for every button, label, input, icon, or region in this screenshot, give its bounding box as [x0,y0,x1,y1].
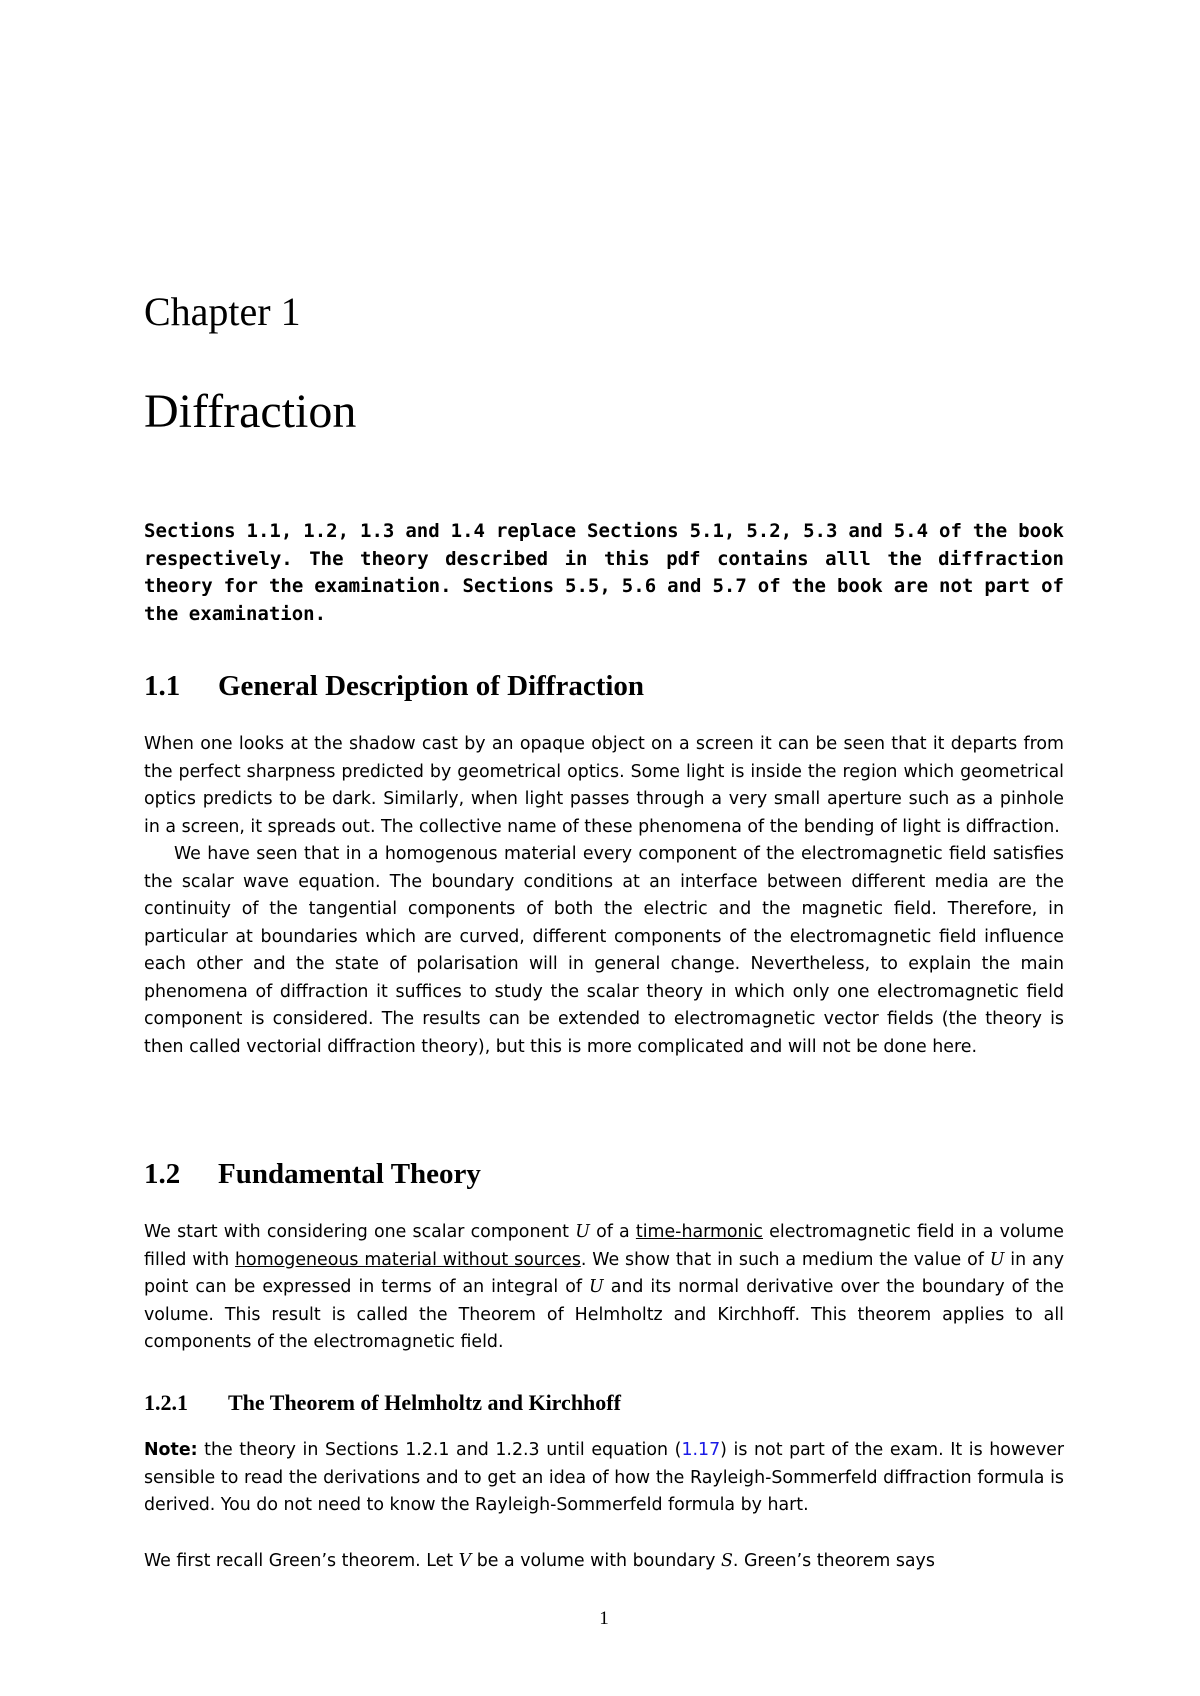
subsection-title: The Theorem of Helmholtz and Kirchhoff [228,1390,621,1415]
text-span: We start with considering one scalar component [144,1222,576,1242]
math-variable: U [589,1277,604,1297]
section-heading-1-2 [144,1156,481,1192]
text-span: . We show that in such a medium the value of [580,1249,990,1270]
chapter-title: Diffraction [144,385,357,438]
text-span: in any point can be expressed in terms of an integral of [144,1249,1064,1297]
section-number: 1.1 [144,670,181,702]
paragraph [144,1437,1064,1520]
text-span: We first recall Green’s theorem. Let [144,1551,459,1571]
paragraph [144,1219,1064,1357]
math-variable: V [458,1551,472,1571]
subsection-heading-1-2-1 [144,1388,621,1418]
paragraph: When one looks at the shadow cast by an opaque object on a screen it can be seen that it departs from the perfect sharpness predicted by geometrical optics. Some light is inside the region which geometrical optics predicts to be dark. Similarly, when light passes through a very small aperture such as a pinhole in a screen, it spreads out. The collective name of these phenomena of the bending of light is diffraction. [144,734,1064,837]
section-1-1-body [144,731,1064,1061]
note-label: Note: [144,1440,198,1460]
math-variable: S [720,1551,733,1571]
text-span: the theory in Sections 1.2.1 and 1.2.3 until equation ( [197,1440,682,1460]
subsection-number: 1.2.1 [144,1390,188,1415]
math-variable: U [989,1249,1005,1270]
section-number: 1.2 [144,1158,181,1190]
section-title: General Description of Diffraction [218,670,645,702]
text-span: of a [589,1222,636,1242]
page-number: 1 [599,1608,609,1629]
subsection-1-2-1-body [144,1548,1064,1576]
text-span: be a volume with boundary [471,1551,721,1571]
text-span: . Green’s theorem says [732,1551,935,1571]
text-span: electromagnetic field in a volume filled with [144,1222,1065,1270]
chapter-intro: Sections 1.1, 1.2, 1.3 and 1.4 replace Sections 5.1, 5.2, 5.3 and 5.4 of the book respectively. The theory described in this pdf contains alll the diffraction theory for the examination. Sections 5.5, 5.6 and 5.7 of the book are not part of the examination. [144,520,1064,625]
section-heading-1-1 [144,668,644,704]
equation-reference-link[interactable]: 1.17 [681,1440,721,1460]
text-span: ) is not part of the exam. It is however sensible to read the derivations and to get an idea of how the Rayleigh-Sommerfeld diffraction formula is derived. You do not need to know the Rayleigh-Sommerfeld formula by hart. [144,1440,1064,1515]
section-1-2-body [144,1219,1064,1357]
math-variable: U [575,1222,590,1242]
text-span: and its normal derivative over the boundary of the volume. This result is called the Theorem of Helmholtz and Kirchhoff. This theorem applies to all components of the electromagnetic field. [144,1277,1064,1352]
paragraph: We have seen that in a homogenous material every component of the electromagnetic field satisfies the scalar wave equation. The boundary conditions at an interface between different media are the continuity of the tangential components of both the electric and the magnetic field. Therefore, in particular at boundaries which are curved, different components of the electromagnetic field influence each other and the state of polarisation will in general change. Nevertheless, to explain the main phenomena of diffraction it suffices to study the scalar theory in which only one electromagnetic field component is considered. The results can be extended to electromagnetic vector fields (the theory is then called vectorial diffraction theory), but this is more complicated and will not be done here. [144,844,1064,1057]
subsection-1-2-1-note [144,1437,1064,1520]
underlined-term: time-harmonic [635,1222,763,1242]
section-title: Fundamental Theory [218,1158,481,1190]
chapter-label: Chapter 1 [144,289,301,334]
paragraph [144,1548,1064,1576]
underlined-term: homogeneous material without sources [235,1249,581,1270]
